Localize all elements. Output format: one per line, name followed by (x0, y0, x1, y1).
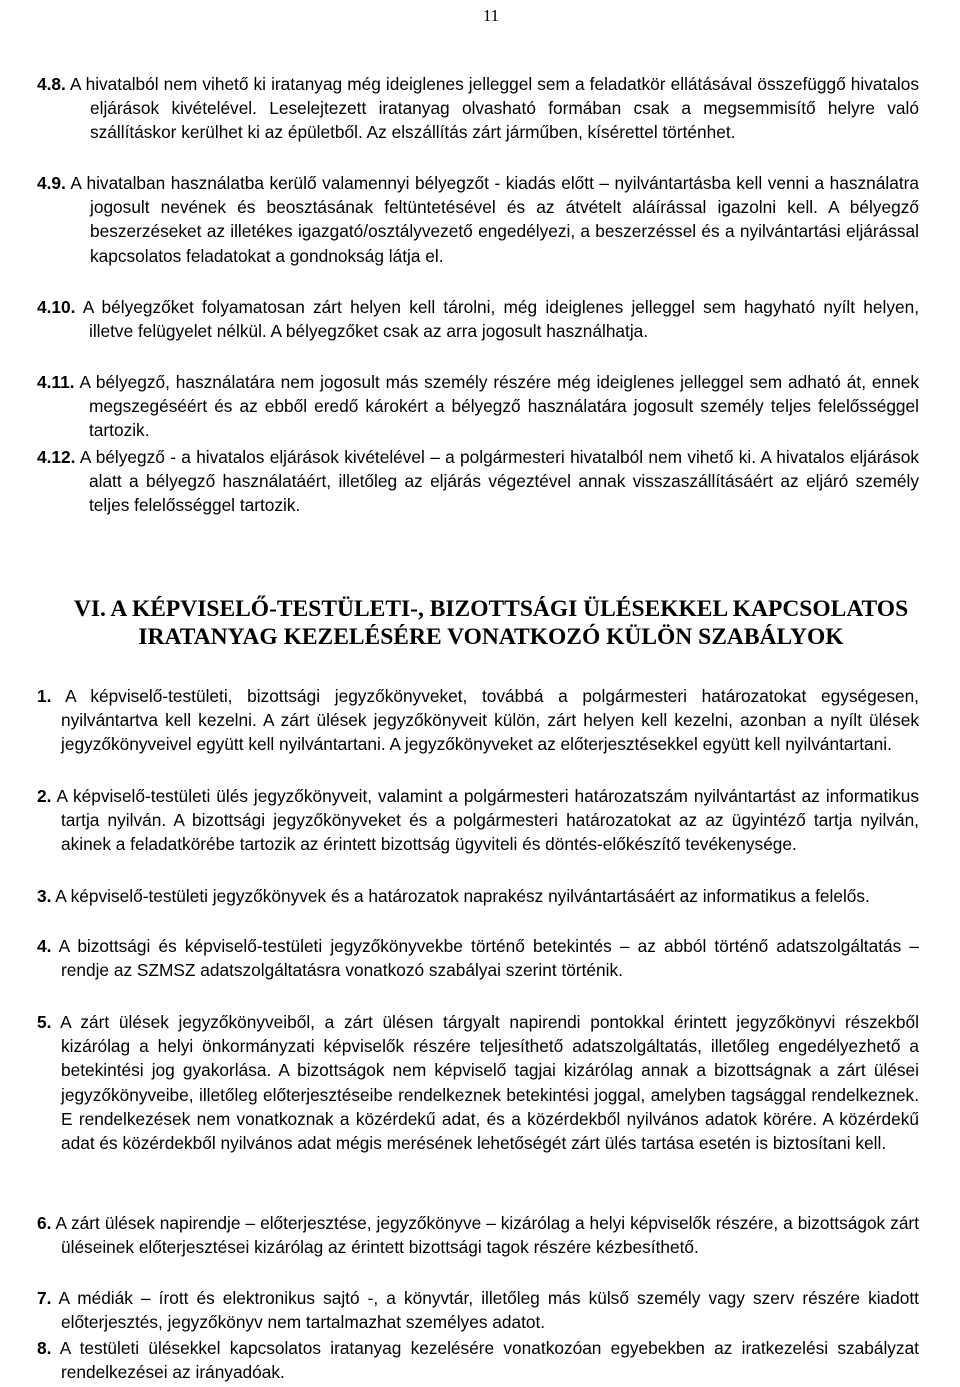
item-text: A bizottsági és képviselő-testületi jegyzőkönyvekbe történő betekintés – az abból történő adatszolgáltatás – rendje az SZMSZ adatszolgáltatásra vonatkozó szabályai szerint történik. (58, 936, 919, 981)
section-heading (0, 595, 960, 651)
item-number: 6. (37, 1213, 52, 1233)
section-item-6 (37, 1211, 919, 1259)
item-number: 2. (37, 786, 52, 806)
paragraph-number: 4.9. (37, 173, 66, 193)
paragraph-4-8 (37, 72, 919, 145)
paragraph-number: 4.10. (37, 297, 76, 317)
paragraph-text: A hivatalból nem vihető ki iratanyag még ideiglenes jelleggel sem a feladatkör ellátásával összefüggő hivatalos eljárások kivételével. Leselejtezett iratanyag olvasható formában csak a megsemmisítő helyre való szállításkor kerülhet ki az épületből. Az elszállítás zárt járműben, kísérettel történhet. (69, 74, 919, 143)
page-number: 11 (482, 6, 500, 25)
item-text: A zárt ülések napirendje – előterjesztése, jegyzőkönyve – kizárólag a helyi képviselők részére, a bizottságok zárt üléseinek előterjesztései kizárólag az érintett bizottsági tagok részére kézbesíthető. (55, 1213, 919, 1258)
paragraph-text: A bélyegzőket folyamatosan zárt helyen kell tárolni, még ideiglenes jelleggel sem hagyható nyílt helyen, illetve felügyelet nélkül. A bélyegzőket csak az arra jogosult használhatja. (82, 297, 919, 342)
item-text: A zárt ülések jegyzőkönyveiből, a zárt ülésen tárgyalt napirendi pontokkal érintett jegyzőkönyvi részekből kizárólag a helyi önkormányzati képviselők részére teljesíthető adatszolgáltatás, illetőleg engedélyezhető a betekintési jog gyakorlása. A bizottságok nem képviselő tagjai kizárólag annak a bizottságnak a zárt ülései jegyzőkönyveibe, illetőleg előterjesztéseibe rendelkeznek betekintési joggal, amelyben tagsággal rendelkeznek. E rendelkezések nem vonatkoznak a közérdekű adat, és a közérdekből nyilvános adatok körére. A közérdekű adat és közérdekből nyilvános adat mégis merésének lehetőségét zárt ülés tartása esetén is biztosítani kell. (60, 1012, 919, 1154)
item-number: 4. (37, 936, 52, 956)
paragraph-4-12 (37, 445, 919, 518)
paragraph-text: A hivatalban használatba kerülő valamennyi bélyegzőt - kiadás előtt – nyilvántartásba kell venni a használatra jogosult nevének és beosztásának feltüntetésével és az átvételt aláírással igazolni kell. A bélyegző beszerzéseket az illetékes igazgató/osztályvezető engedélyezi, a beszerzéssel és a nyilvántartási eljárással kapcsolatos feladatokat a gondnokság látja el. (70, 173, 919, 266)
item-text: A képviselő-testületi ülés jegyzőkönyveit, valamint a polgármesteri határozatszám nyilvántartást az informatikus tartja nyilván. A bizottsági jegyzőkönyveket és a polgármesteri határozatokat az az ügyintéző tartja nyilván, akinek a feladatkörébe tartozik az érintett bizottság ügyviteli és döntés-előkészítő tevékenysége. (56, 786, 919, 855)
paragraph-4-9 (37, 171, 919, 268)
section-item-5 (37, 1010, 919, 1155)
paragraph-number: 4.12. (37, 447, 76, 467)
section-item-1 (37, 684, 919, 757)
item-text: A testületi ülésekkel kapcsolatos iratanyag kezelésére vonatkozóan egyebekben az iratkezelési szabályzat rendelkezései az irányadóak. (59, 1338, 919, 1383)
item-number: 8. (37, 1338, 52, 1358)
item-text: A médiák – írott és elektronikus sajtó -, a könyvtár, illetőleg más külső személy vagy szerv részére kiadott előterjesztés, jegyzőkönyv nem tartalmazhat személyes adatot. (58, 1288, 919, 1333)
item-number: 5. (37, 1012, 52, 1032)
section-item-3 (37, 884, 919, 908)
item-number: 1. (37, 686, 52, 706)
paragraph-number: 4.11. (37, 372, 75, 392)
item-number: 7. (37, 1288, 52, 1308)
section-item-2 (37, 784, 919, 857)
section-heading-line-1: VI. A KÉPVISELŐ-TESTÜLETI-, BIZOTTSÁGI ÜLÉSEKKEL KAPCSOLATOS (73, 596, 909, 622)
section-heading-line-2: IRATANYAG KEZELÉSÉRE VONATKOZÓ KÜLÖN SZABÁLYOK (138, 624, 844, 650)
section-item-7 (37, 1286, 919, 1334)
paragraph-4-11 (37, 370, 919, 443)
paragraph-text: A bélyegző, használatára nem jogosult más személy részére még ideiglenes jelleggel sem adható át, ennek megszegéséért és az ebből eredő károkért a bélyegző használatára jogosult személy teljes felelősséggel tartozik. (79, 372, 919, 441)
section-item-8 (37, 1336, 919, 1384)
paragraph-number: 4.8. (37, 74, 66, 94)
section-item-4 (37, 934, 919, 982)
paragraph-4-10 (37, 295, 919, 343)
item-text: A képviselő-testületi jegyzőkönyvek és a határozatok naprakész nyilvántartásáért az informatikus a felelős. (55, 886, 870, 906)
item-text: A képviselő-testületi, bizottsági jegyzőkönyveket, továbbá a polgármesteri határozatokat egységesen, nyilvántartva kell kezelni. A zárt ülések jegyzőkönyveit külön, zárt helyen kell kezelni, azonban a nyílt ülések jegyzőkönyveivel együtt kell nyilvántartani. A jegyzőkönyveket az előterjesztésekkel együtt kell nyilvántartani. (61, 686, 919, 755)
paragraph-text: A bélyegző - a hivatalos eljárások kivételével – a polgármesteri hivatalból nem vihető ki. A hivatalos eljárások alatt a bélyegző használatáért, illetőleg az eljárás végeztével annak visszaszállításáért az eljáró személy teljes felelősséggel tartozik. (79, 447, 919, 516)
item-number: 3. (37, 886, 52, 906)
